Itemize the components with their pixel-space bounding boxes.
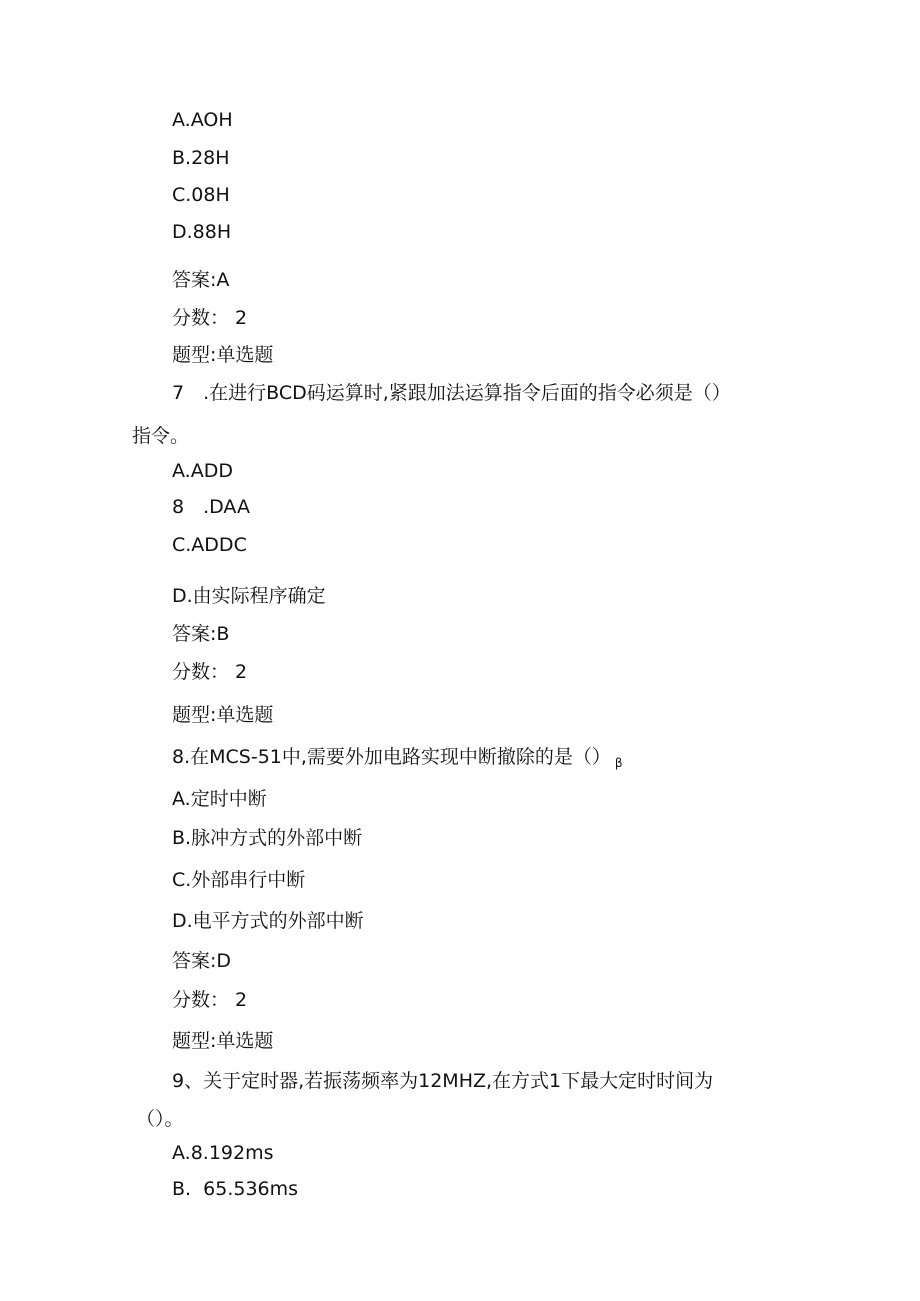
question-7-text: 7 .在进行BCD码运算时,紧跟加法运算指令后面的指令必须是（） [172, 382, 731, 404]
question-8-suffix: β [614, 756, 623, 770]
option-b-q9: B. 65.536ms [172, 1178, 299, 1200]
option-a-q8: A.定时中断 [172, 788, 267, 810]
option-a-q9: A.8.192ms [172, 1142, 274, 1164]
option-a-q7: A.ADD [172, 460, 233, 482]
question-9-text: 9、关于定时器,若振荡频率为12MHZ,在方式1下最大定时时间为 [172, 1070, 714, 1092]
option-a-q6: A.AOH [172, 109, 233, 131]
option-c-q7: C.ADDC [172, 534, 247, 556]
option-b-q6: B.28H [172, 147, 230, 169]
score-q7: 分数： 2 [172, 661, 248, 683]
score-q6: 分数： 2 [172, 307, 248, 329]
option-b-q8: B.脉冲方式的外部中断 [172, 827, 363, 849]
type-q8: 题型:单选题 [172, 1030, 274, 1052]
answer-q8: 答案:D [172, 950, 232, 972]
option-d-q6: D.88H [172, 221, 232, 243]
question-8-line [172, 745, 623, 775]
score-q8: 分数： 2 [172, 989, 248, 1011]
question-8-text: 8.在MCS-51中,需要外加电路实现中断撤除的是（） [172, 746, 611, 768]
option-c-q6: C.08H [172, 184, 230, 206]
option-d-q7: D.由实际程序确定 [172, 585, 326, 607]
option-d-q8: D.电平方式的外部中断 [172, 910, 364, 932]
question-7-continuation: 指令。 [132, 425, 190, 447]
question-9-continuation: （）。 [136, 1108, 184, 1130]
option-b-q7: 8 .DAA [172, 496, 250, 518]
type-q6: 题型:单选题 [172, 344, 274, 366]
answer-q6: 答案:A [172, 269, 230, 291]
answer-q7: 答案:B [172, 623, 230, 645]
type-q7: 题型:单选题 [172, 704, 274, 726]
option-c-q8: C.外部串行中断 [172, 869, 306, 891]
